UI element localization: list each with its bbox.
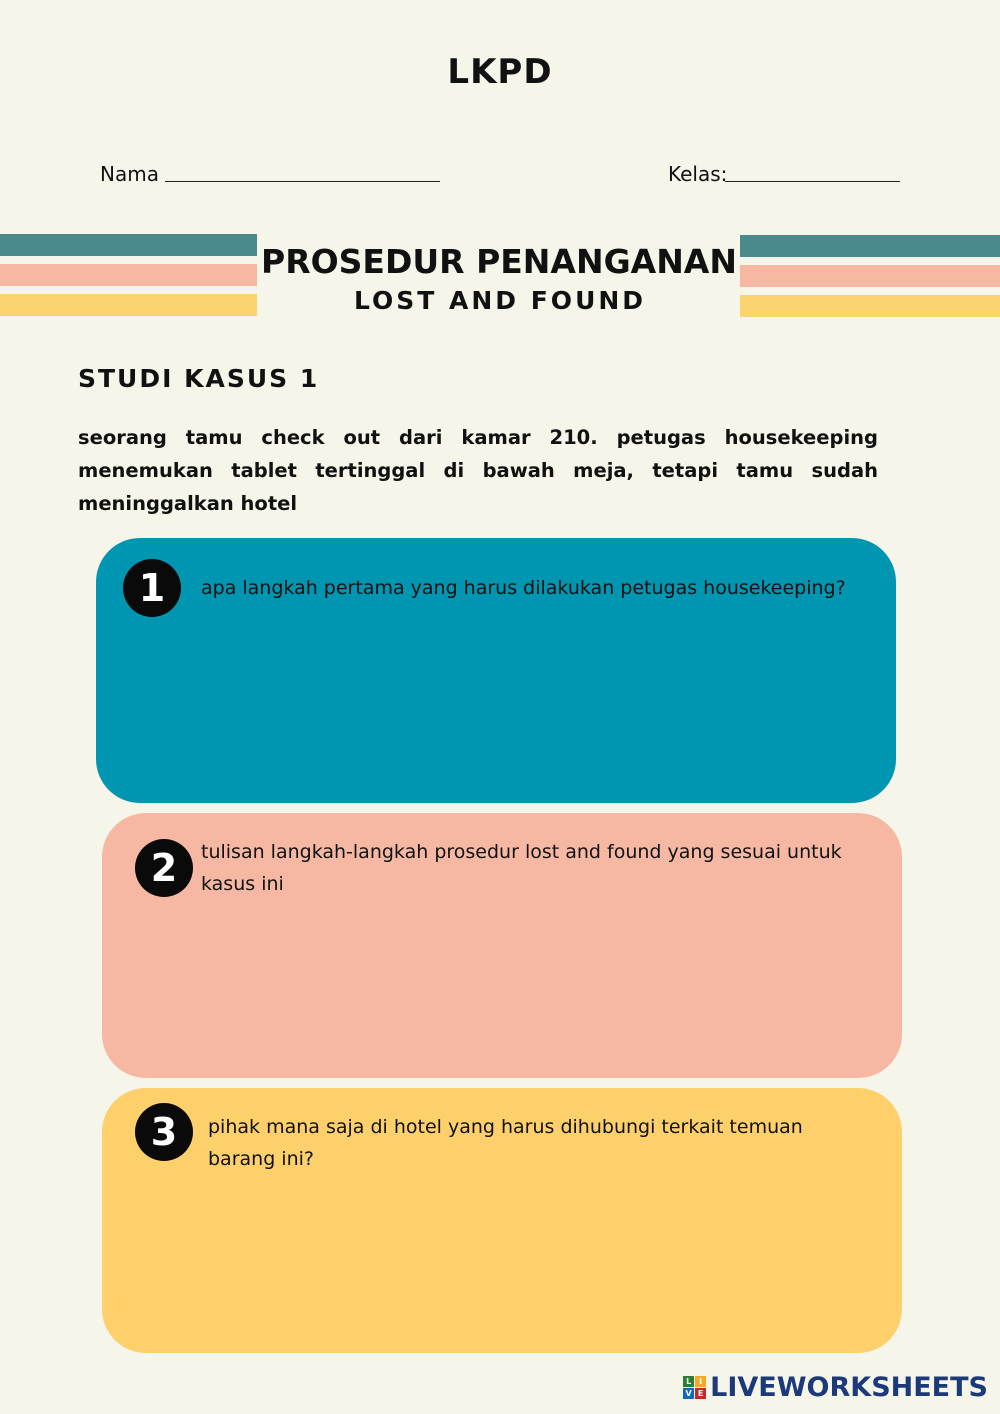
question-2-number-badge: 2 [135, 839, 193, 897]
question-1-text: apa langkah pertama yang harus dilakukan petugas housekeeping? [201, 577, 846, 599]
name-label: Nama [100, 162, 159, 186]
logo-letter-l: L [683, 1376, 694, 1387]
liveworksheets-logo [683, 1372, 988, 1403]
case-study-heading: STUDI KASUS 1 [78, 364, 320, 393]
case-study-text: seorang tamu check out dari kamar 210. petugas housekeeping menemukan tablet tertinggal di bawah meja, tetapi tamu sudah meninggalkan hotel [78, 426, 878, 515]
question-1-number-badge: 1 [123, 559, 181, 617]
left-yellow-stripe [0, 294, 257, 316]
logo-letter-e: E [695, 1388, 706, 1399]
right-teal-stripe [740, 235, 1000, 257]
right-pink-stripe [740, 265, 1000, 287]
banner-subtitle: LOST AND FOUND [353, 286, 647, 315]
class-answer-line[interactable] [725, 181, 900, 182]
banner-title: PROSEDUR PENANGANAN [261, 242, 737, 281]
question-2-text: tulisan langkah-langkah prosedur lost and found yang sesuai untuk kasus ini [201, 841, 842, 895]
question-3-number-badge: 3 [135, 1103, 193, 1161]
left-teal-stripe [0, 234, 257, 256]
right-yellow-stripe [740, 295, 1000, 317]
right-stripes [740, 235, 1000, 317]
name-answer-line[interactable] [165, 181, 440, 182]
liveworksheets-brand-text: LIVEWORKSHEETS [710, 1372, 988, 1403]
left-stripes [0, 234, 257, 316]
class-label: Kelas: [668, 162, 728, 186]
question-3-text: pihak mana saja di hotel yang harus dihubungi terkait temuan barang ini? [208, 1116, 803, 1170]
liveworksheets-icon [683, 1376, 706, 1399]
left-pink-stripe [0, 264, 257, 286]
logo-letter-v: V [683, 1388, 694, 1399]
logo-letter-i: I [695, 1376, 706, 1387]
document-title: LKPD [447, 52, 553, 92]
